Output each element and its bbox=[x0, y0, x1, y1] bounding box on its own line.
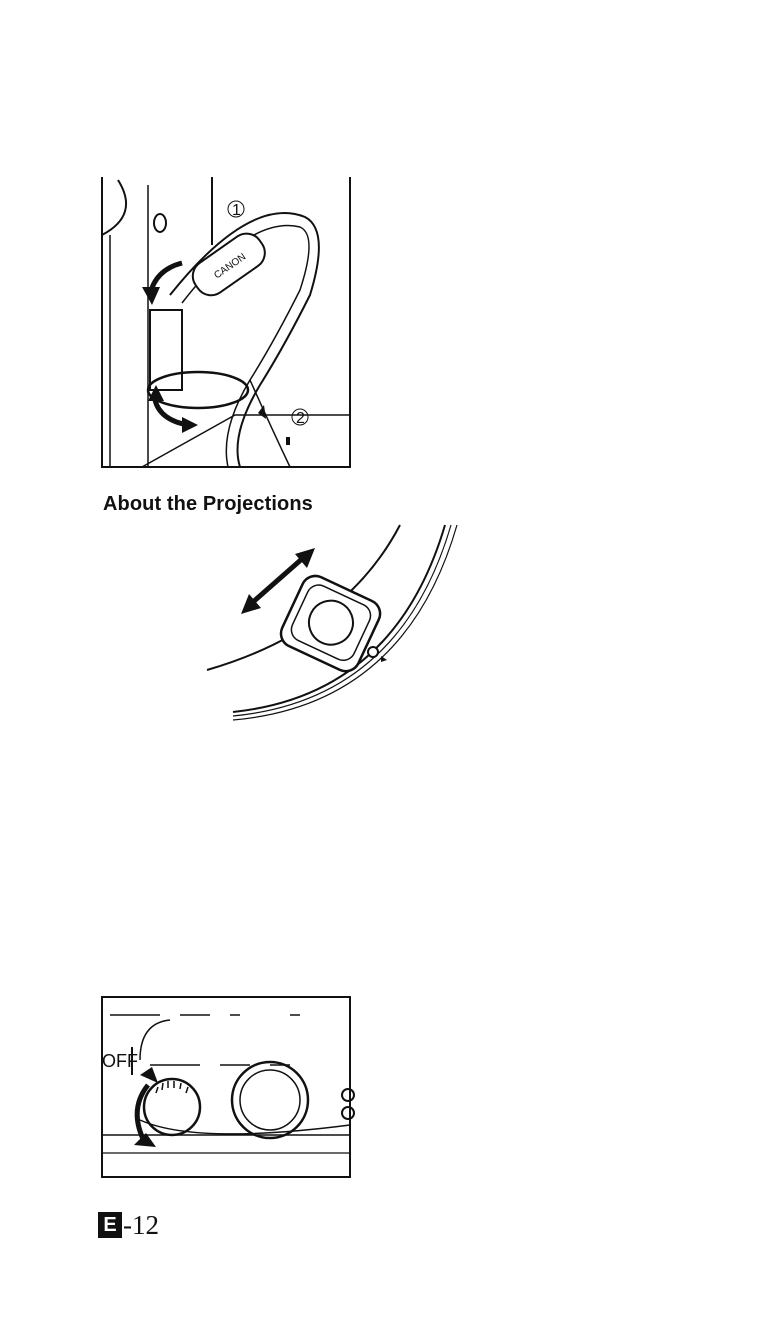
callout-2: 2 bbox=[296, 410, 305, 427]
dial-off-label: OFF bbox=[102, 1051, 138, 1071]
dial-illustration bbox=[100, 995, 355, 1180]
strap-attachment-illustration bbox=[100, 175, 355, 470]
language-badge: E bbox=[98, 1212, 122, 1238]
callout-1: 1 bbox=[232, 202, 241, 219]
page-number bbox=[98, 1208, 159, 1242]
section-heading: About the Projections bbox=[103, 493, 313, 515]
projection-slider-illustration bbox=[195, 520, 465, 725]
strap-logo: CANON bbox=[212, 251, 249, 282]
page-number-text: -12 bbox=[123, 1209, 159, 1240]
